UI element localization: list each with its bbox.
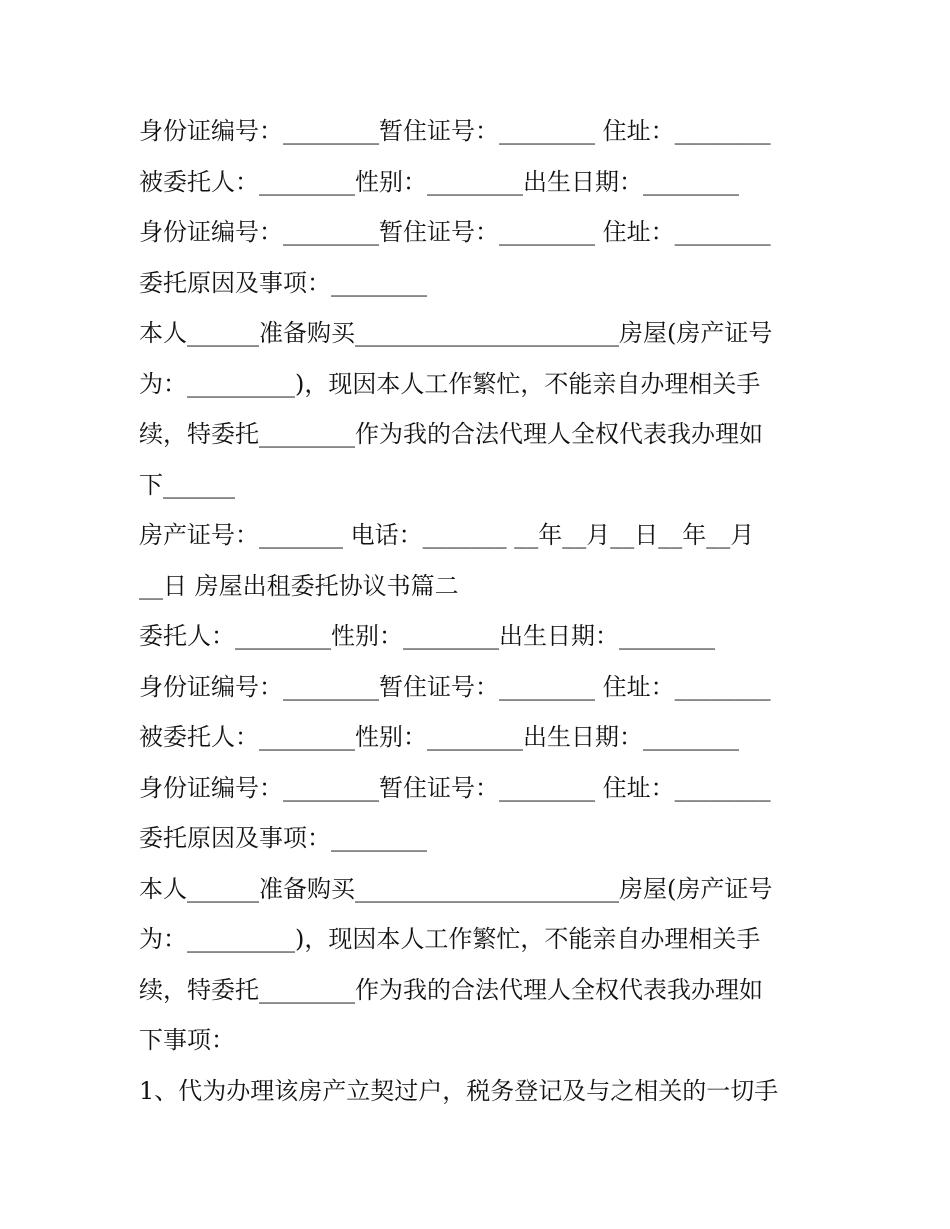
- text-line-id-number-1: 身份证编号：________暂住证号：________ 住址：________: [139, 117, 771, 145]
- text-line-busy-1: 为：_________)，现因本人工作繁忙，不能亲自办理相关手: [139, 369, 761, 398]
- text-line-agent-1: 被委托人：________性别：________出生日期：________: [139, 167, 739, 196]
- text-line-reason-1: 委托原因及事项：________: [139, 268, 427, 297]
- document-body: [139, 106, 819, 1116]
- text-line-entrust-1: 续，特委托________作为我的合法代理人全权代表我办理如: [139, 420, 763, 448]
- text-line-id-number-4: 身份证编号：________暂住证号：________ 住址：________: [139, 773, 771, 802]
- text-line-following-1: 下______: [139, 470, 235, 499]
- text-line-agent-2: 被委托人：________性别：________出生日期：________: [139, 723, 739, 751]
- text-line-reason-2: 委托原因及事项：________: [139, 824, 427, 852]
- text-line-busy-2: 为：_________)，现因本人工作繁忙，不能亲自办理相关手: [139, 925, 761, 953]
- text-line-id-number-2: 身份证编号：________暂住证号：________ 住址：________: [139, 218, 771, 246]
- text-line-entrust-2: 续，特委托________作为我的合法代理人全权代表我办理如: [139, 975, 763, 1004]
- text-line-purchase-1: 本人______准备购买______________________房屋(房产证号: [139, 319, 773, 347]
- text-line-item-1: 1、代为办理该房产立契过户，税务登记及与之相关的一切手: [139, 1076, 779, 1105]
- text-line-section-two-heading: __日 房屋出租委托协议书篇二: [139, 571, 459, 600]
- text-line-following-2: 下事项：: [139, 1026, 235, 1054]
- text-line-id-number-3: 身份证编号：________暂住证号：________ 住址：________: [139, 672, 771, 701]
- text-line-principal: 委托人：________性别：________出生日期：________: [139, 622, 715, 650]
- text-line-certificate-phone: 房产证号：_______ 电话：_______ __年__月__日__年__月: [139, 521, 755, 549]
- text-line-purchase-2: 本人______准备购买______________________房屋(房产证号: [139, 874, 773, 903]
